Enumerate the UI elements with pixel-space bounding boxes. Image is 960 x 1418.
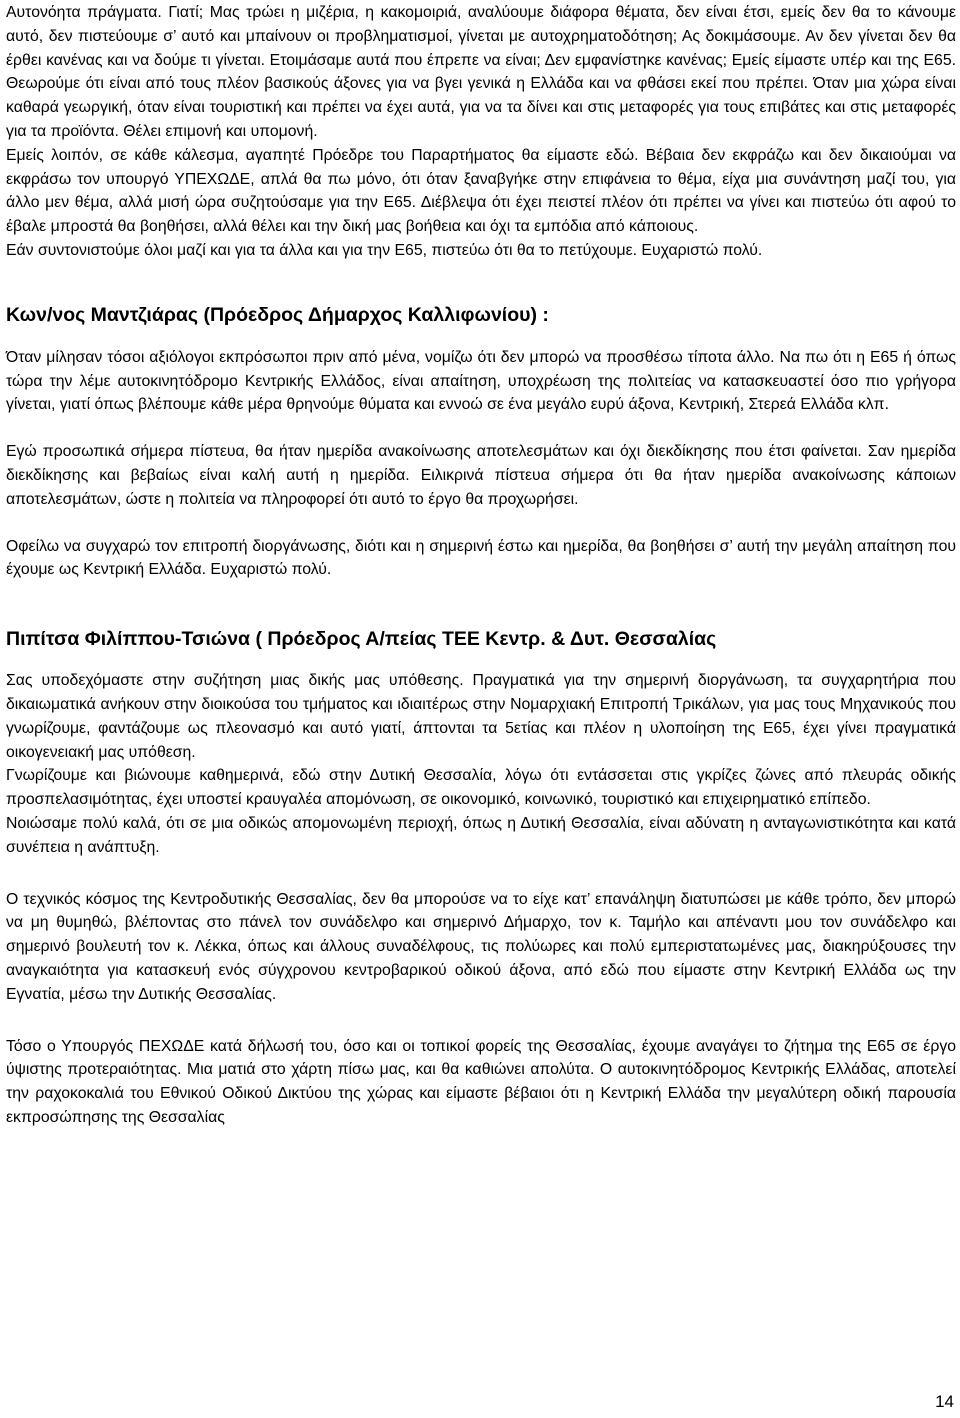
- intro-paragraph: Εάν συντονιστούμε όλοι μαζί και για τα άλλα και για την Ε65, πιστεύω ότι θα το πετύχουμε. Ευχαριστώ πολύ.: [6, 241, 763, 259]
- speaker-paragraph: Όταν μίλησαν τόσοι αξιόλογοι εκπρόσωποι πριν από μένα, νομίζω ότι δεν μπορώ να προσθέσω τίποτα άλλο. Να πω ότι η Ε65 ή όπως τώρα την λέμε αυτοκινητόδρομο Κεντρικής Ελλάδος, είναι απαίτηση, υποχρέωση της πολιτείας να κατασκευαστεί όσο πιο γρήγορα γίνεται, γιατί όπως βλέπουμε κάθε μέρα θρηνούμε θύματα και εννοώ σε ένα μεγάλο ευρύ άξονα, Κεντρική, Στερεά Ελλάδα κλπ.: [6, 348, 956, 414]
- speaker-heading: Κων/νος Μαντζιάρας (Πρόεδρος Δήμαρχος Καλλιφωνίου) :: [6, 303, 549, 326]
- speaker-paragraph: Γνωρίζουμε και βιώνουμε καθημερινά, εδώ στην Δυτική Θεσσαλία, λόγω ότι εντάσσεται στις γκρίζες ζώνες από πλευράς οδικής προσπελασιμότητας, έχει υποστεί κραυγαλέα απομόνωση, σε οικονομικό, κοινωνικό, τουριστικό και επιχειρηματικό επίπεδο.: [6, 767, 956, 809]
- document-page: [6, 1, 956, 1130]
- speaker-paragraph: Νοιώσαμε πολύ καλά, ότι σε μια οδικώς απομονωμένη περιοχή, όπως η Δυτική Θεσσαλία, είναι αδύνατη η ανταγωνιστικότητα και κατά συνέπεια η ανάπτυξη.: [6, 814, 956, 856]
- intro-paragraph: Αυτονόητα πράγματα. Γιατί; Μας τρώει η μιζέρια, η κακομοιριά, αναλύουμε διάφορα θέματα, δεν είναι έτσι, εμείς δεν θα το κάνουμε αυτό, δεν πιστεύουμε σ’ αυτό και μπαίνουν οι προβληματισμοί, γίνεται με αυτοχρηματοδότηση; Ας δοκιμάσουμε. Αν δεν γίνεται δεν θα έρθει κανένας και να δούμε τι γίνεται. Ετοιμάσαμε αυτά που έπρεπε να είναι; Δεν εμφανίστηκε κανένας; Εμείς είμαστε υπέρ και της Ε65. Θεωρούμε ότι είναι από τους πλέον βασικούς άξονες για να βγει γενικά η Ελλάδα και να φθάσει εκεί που πρέπει. Όταν μια χώρα είναι καθαρά γεωργική, όταν είναι τουριστική και πρέπει να έχει αυτά, για να τα δίνει και στις μεταφορές για τους επιβάτες και στις μεταφορές για τα προϊόντα. Θέλει επιμονή και υπομονή.: [6, 4, 956, 140]
- speaker-heading: Πιπίτσα Φιλίππου-Τσιώνα ( Πρόεδρος Α/πείας ΤΕΕ Κεντρ. & Δυτ. Θεσσαλίας: [6, 628, 717, 651]
- speaker-paragraph: Εγώ προσωπικά σήμερα πίστευα, θα ήταν ημερίδα ανακοίνωσης αποτελεσμάτων και όχι διεκδίκησης που έτσι φαίνεται. Σαν ημερίδα διεκδίκησης και βεβαίως είναι καλή αυτή η ημερίδα. Ειλικρινά πίστευα σήμερα ότι θα ήταν ημερίδα ανακοίνωσης κάποιων αποτελεσμάτων, ώστε η πολιτεία να πληροφορεί ότι αυτό το έργο θα προχωρήσει.: [6, 443, 956, 508]
- speaker-paragraph: Σας υποδεχόμαστε στην συζήτηση μιας δικής μας υπόθεσης. Πραγματικά για την σημερινή διοργάνωση, τα συγχαρητήρια που δικαιωματικά ανήκουν στην διοικούσα του τμήματος και ιδιαιτέρως στην Νομαρχιακή Επιτροπή Τρικάλων, για μας τους Μηχανικούς που γνωρίζουμε, φαντάζουμε ως πλεονασμό και αυτό γιατί, άπτονται τα 5ετίας και πλέον η υλοποίηση της Ε65, έχει γίνει πραγματικά οικογενειακή μας υπόθεση.: [6, 672, 956, 761]
- speaker-paragraph: Οφείλω να συγχαρώ τον επιτροπή διοργάνωσης, διότι και η σημερινή έστω και ημερίδα, θα βοηθήσει σ’ αυτή την μεγάλη απαίτηση που έχουμε ως Κεντρική Ελλάδα. Ευχαριστώ πολύ.: [6, 537, 956, 579]
- page-number: 14: [935, 1392, 954, 1411]
- speaker-paragraph: Ο τεχνικός κόσμος της Κεντροδυτικής Θεσσαλίας, δεν θα μπορούσε να το είχε κατ’ επανάληψη διατυπώσει με κάθε τρόπο, δεν μπορώ να μη θυμηθώ, βλέποντας στο πάνελ τον συνάδελφο και σημερινό Δήμαρχο, τον κ. Ταμήλο και απέναντι μου τον συνάδελφο και σημερινό βουλευτή τον κ. Λέκκα, όπως και άλλους συναδέλφους, τις πολύωρες και πολύ εμπεριστατωμένες μας, διακηρύξουσες την αναγκαιότητα για κατασκευή ενός σύγχρονου κεντροβαρικού οδικού άξονα, από εδώ που είμαστε στην Κεντρική Ελλάδα ως την Εγνατία, μέσω την Δυτικής Θεσσαλίας.: [6, 890, 956, 1003]
- intro-paragraph: Εμείς λοιπόν, σε κάθε κάλεσμα, αγαπητέ Πρόεδρε του Παραρτήματος θα είμαστε εδώ. Βέβαια δεν εκφράζω και δεν δικαιούμαι να εκφράσω τον υπουργό ΥΠΕΧΩΔΕ, απλά θα πω μόνο, ότι όταν ξαναβγήκε στην επιφάνεια το θέμα, είχα μια συνάντηση μαζί του, για άλλο μεν θέμα, αλλά μισή ώρα συζητούσαμε για την Ε65. Διέβλεψα ότι έχει πειστεί πλέον ότι πρέπει να γίνει και πιστεύω ότι αφού το έβαλε μπροστά θα βοηθήσει, αλλά θέλει και την δική μας βοήθεια και όχι τα εμπόδια από κάποιους.: [6, 146, 956, 236]
- speaker-paragraph: Τόσο ο Υπουργός ΠΕΧΩΔΕ κατά δήλωσή του, όσο και οι τοπικοί φορείς της Θεσσαλίας, έχουμε αναγάγει το ζήτημα της Ε65 σε έργο ύψιστης προτεραιότητας. Μια ματιά στο χάρτη πίσω μας, και θα καθιώνει απολύτα. Ο αυτοκινητόδρομος Κεντρικής Ελλάδας, αποτελεί την ραχοκοκαλιά του Εθνικού Οδικού Δικτύου της χώρας και είμαστε βέβαιοι ότι η Κεντρική Ελλάδα την μεγαλύτερη οδική παρουσία εκπροσώπησης της Θεσσαλίας: [6, 1037, 956, 1126]
